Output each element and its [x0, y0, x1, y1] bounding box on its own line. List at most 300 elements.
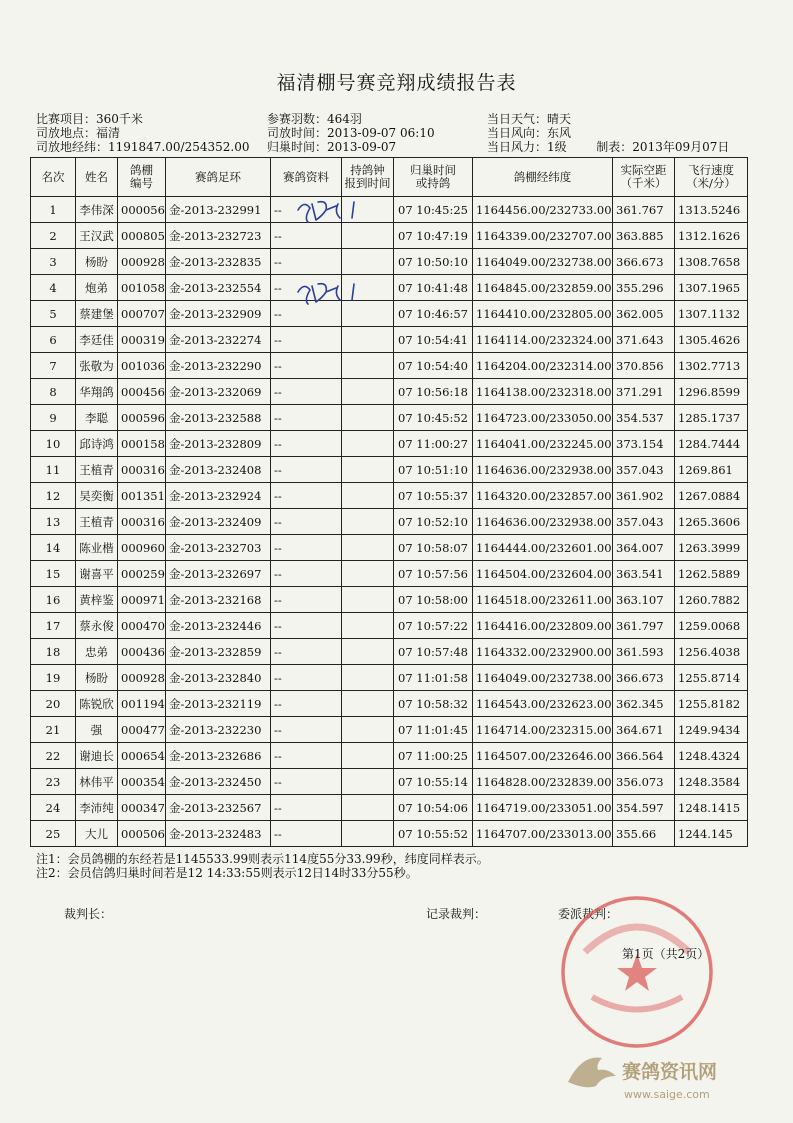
table-row [31, 769, 748, 795]
cell-arrival: 07 11:01:45 [394, 717, 473, 743]
cell-rank: 21 [31, 717, 76, 743]
col-arrival: 归巢时间 或持鸽 [394, 158, 473, 197]
cell-clock [342, 691, 394, 717]
cell-coords: 1164456.00/232733.00 [473, 197, 613, 223]
cell-speed: 1307.1132 [675, 301, 748, 327]
return-date: 归巢时间：2013-09-07 [267, 140, 397, 154]
cell-loft: 000477 [118, 717, 166, 743]
cell-name: 杨盼 [76, 249, 118, 275]
cell-arrival: 07 10:56:18 [394, 379, 473, 405]
col-coords: 鸽棚经纬度 [473, 158, 613, 197]
cell-ring: 金-2013-232809 [166, 431, 271, 457]
cell-name: 炮弟 [76, 275, 118, 301]
table-row [31, 821, 748, 847]
table-row [31, 431, 748, 457]
cell-speed: 1313.5246 [675, 197, 748, 223]
cell-dist: 364.671 [613, 717, 675, 743]
cell-info: -- [271, 587, 342, 613]
cell-info: -- [271, 301, 342, 327]
cell-name: 李沛纯 [76, 795, 118, 821]
cell-arrival: 07 11:01:58 [394, 665, 473, 691]
cell-speed: 1269.861 [675, 457, 748, 483]
cell-rank: 22 [31, 743, 76, 769]
table-row [31, 587, 748, 613]
cell-arrival: 07 10:54:06 [394, 795, 473, 821]
cell-speed: 1267.0884 [675, 483, 748, 509]
col-clock: 持鸽钟 报到时间 [342, 158, 394, 197]
official-seal [557, 892, 717, 1052]
cell-dist: 366.673 [613, 249, 675, 275]
cell-info: -- [271, 197, 342, 223]
cell-loft: 000506 [118, 821, 166, 847]
cell-dist: 357.043 [613, 457, 675, 483]
cell-ring: 金-2013-232446 [166, 613, 271, 639]
cell-info: -- [271, 561, 342, 587]
cell-ring: 金-2013-232991 [166, 197, 271, 223]
cell-name: 华翔鸽 [76, 379, 118, 405]
cell-ring: 金-2013-232290 [166, 353, 271, 379]
cell-dist: 373.154 [613, 431, 675, 457]
cell-arrival: 07 10:55:37 [394, 483, 473, 509]
cell-ring: 金-2013-232483 [166, 821, 271, 847]
table-row [31, 457, 748, 483]
cell-info: -- [271, 717, 342, 743]
cell-rank: 23 [31, 769, 76, 795]
watermark-logo [560, 1042, 750, 1107]
cell-loft: 000928 [118, 665, 166, 691]
cell-arrival: 07 10:41:48 [394, 275, 473, 301]
cell-clock [342, 639, 394, 665]
entry-count: 参赛羽数：464羽 [267, 112, 362, 126]
cell-speed: 1296.8599 [675, 379, 748, 405]
cell-loft: 000354 [118, 769, 166, 795]
cell-name: 吴奕衡 [76, 483, 118, 509]
cell-dist: 363.107 [613, 587, 675, 613]
appointed-referee-label: 委派裁判： [558, 907, 619, 921]
cell-clock [342, 457, 394, 483]
cell-rank: 14 [31, 535, 76, 561]
cell-dist: 354.597 [613, 795, 675, 821]
cell-coords: 1164828.00/232839.00 [473, 769, 613, 795]
cell-coords: 1164049.00/232738.00 [473, 249, 613, 275]
cell-clock [342, 743, 394, 769]
cell-coords: 1164444.00/232601.00 [473, 535, 613, 561]
cell-speed: 1260.7882 [675, 587, 748, 613]
cell-coords: 1164543.00/232623.00 [473, 691, 613, 717]
cell-ring: 金-2013-232924 [166, 483, 271, 509]
cell-clock [342, 535, 394, 561]
cell-coords: 1164410.00/232805.00 [473, 301, 613, 327]
handwritten-mark-1 [292, 196, 372, 226]
cell-coords: 1164714.00/232315.00 [473, 717, 613, 743]
header-row [31, 158, 748, 197]
cell-ring: 金-2013-232230 [166, 717, 271, 743]
table-row [31, 223, 748, 249]
cell-loft: 000319 [118, 327, 166, 353]
cell-speed: 1248.1415 [675, 795, 748, 821]
cell-info: -- [271, 249, 342, 275]
cell-dist: 361.902 [613, 483, 675, 509]
cell-ring: 金-2013-232168 [166, 587, 271, 613]
cell-speed: 1259.0068 [675, 613, 748, 639]
cell-dist: 370.856 [613, 353, 675, 379]
cell-speed: 1312.1626 [675, 223, 748, 249]
cell-name: 李聪 [76, 405, 118, 431]
cell-speed: 1256.4038 [675, 639, 748, 665]
cell-arrival: 07 10:57:22 [394, 613, 473, 639]
cell-info: -- [271, 379, 342, 405]
cell-rank: 25 [31, 821, 76, 847]
watermark-url: www.saige.com [624, 1088, 710, 1101]
cell-clock [342, 665, 394, 691]
cell-name: 大儿 [76, 821, 118, 847]
cell-rank: 15 [31, 561, 76, 587]
cell-name: 忠弟 [76, 639, 118, 665]
cell-arrival: 07 10:58:07 [394, 535, 473, 561]
cell-clock [342, 431, 394, 457]
cell-dist: 366.564 [613, 743, 675, 769]
cell-arrival: 07 10:47:19 [394, 223, 473, 249]
cell-coords: 1164719.00/233051.00 [473, 795, 613, 821]
table-row [31, 249, 748, 275]
table-row [31, 561, 748, 587]
cell-ring: 金-2013-232723 [166, 223, 271, 249]
cell-loft: 000158 [118, 431, 166, 457]
wind-force: 当日风力：1级 [487, 140, 567, 154]
cell-info: -- [271, 275, 342, 301]
cell-clock [342, 613, 394, 639]
cell-clock [342, 717, 394, 743]
cell-coords: 1164204.00/232314.00 [473, 353, 613, 379]
cell-rank: 1 [31, 197, 76, 223]
cell-loft: 000470 [118, 613, 166, 639]
table-row [31, 483, 748, 509]
cell-rank: 6 [31, 327, 76, 353]
table-row [31, 665, 748, 691]
cell-speed: 1262.5889 [675, 561, 748, 587]
cell-info: -- [271, 613, 342, 639]
col-speed: 飞行速度 （米/分） [675, 158, 748, 197]
watermark-text: 赛鸽资讯网 [622, 1061, 718, 1083]
cell-dist: 355.296 [613, 275, 675, 301]
col-name: 姓名 [76, 158, 118, 197]
cell-speed: 1265.3606 [675, 509, 748, 535]
cell-loft: 001194 [118, 691, 166, 717]
cell-rank: 24 [31, 795, 76, 821]
cell-arrival: 07 10:58:32 [394, 691, 473, 717]
cell-ring: 金-2013-232840 [166, 665, 271, 691]
table-row [31, 197, 748, 223]
col-ring: 赛鸽足环 [166, 158, 271, 197]
cell-coords: 1164320.00/232857.00 [473, 483, 613, 509]
meta-middle [267, 112, 435, 154]
cell-coords: 1164504.00/232604.00 [473, 561, 613, 587]
cell-ring: 金-2013-232069 [166, 379, 271, 405]
table-row [31, 795, 748, 821]
cell-clock [342, 509, 394, 535]
page-indicator: 第1页（共2页） [622, 947, 710, 961]
cell-name: 李伟深 [76, 197, 118, 223]
cell-speed: 1263.3999 [675, 535, 748, 561]
cell-info: -- [271, 535, 342, 561]
table-row [31, 717, 748, 743]
cell-clock [342, 379, 394, 405]
cell-clock [342, 561, 394, 587]
cell-name: 强 [76, 717, 118, 743]
results-table [30, 157, 748, 847]
cell-info: -- [271, 665, 342, 691]
cell-arrival: 07 11:00:25 [394, 743, 473, 769]
cell-loft: 000316 [118, 509, 166, 535]
cell-clock [342, 223, 394, 249]
cell-name: 王植青 [76, 509, 118, 535]
notes [36, 852, 489, 880]
cell-name: 谢迪长 [76, 743, 118, 769]
cell-ring: 金-2013-232588 [166, 405, 271, 431]
cell-arrival: 07 10:57:56 [394, 561, 473, 587]
cell-ring: 金-2013-232408 [166, 457, 271, 483]
cell-loft: 000928 [118, 249, 166, 275]
table-row [31, 301, 748, 327]
table-row [31, 535, 748, 561]
cell-name: 谢喜平 [76, 561, 118, 587]
cell-rank: 3 [31, 249, 76, 275]
cell-loft: 000347 [118, 795, 166, 821]
cell-arrival: 07 10:50:10 [394, 249, 473, 275]
cell-dist: 361.593 [613, 639, 675, 665]
cell-clock [342, 483, 394, 509]
cell-info: -- [271, 769, 342, 795]
cell-clock [342, 405, 394, 431]
cell-rank: 13 [31, 509, 76, 535]
cell-coords: 1164707.00/233013.00 [473, 821, 613, 847]
cell-info: -- [271, 821, 342, 847]
cell-clock [342, 769, 394, 795]
cell-info: -- [271, 431, 342, 457]
table-row [31, 691, 748, 717]
cell-loft: 001036 [118, 353, 166, 379]
col-info: 赛鸽资料 [271, 158, 342, 197]
cell-arrival: 07 11:00:27 [394, 431, 473, 457]
table-row [31, 613, 748, 639]
cell-loft: 000971 [118, 587, 166, 613]
col-distance: 实际空距 （千米） [613, 158, 675, 197]
cell-rank: 11 [31, 457, 76, 483]
cell-name: 李廷佳 [76, 327, 118, 353]
cell-clock [342, 249, 394, 275]
cell-arrival: 07 10:46:57 [394, 301, 473, 327]
cell-dist: 355.66 [613, 821, 675, 847]
cell-arrival: 07 10:51:10 [394, 457, 473, 483]
wind-force-row [487, 140, 729, 154]
cell-loft: 000316 [118, 457, 166, 483]
cell-arrival: 07 10:58:00 [394, 587, 473, 613]
race-item: 比赛项目：360千米 [36, 112, 143, 126]
cell-clock [342, 587, 394, 613]
cell-ring: 金-2013-232835 [166, 249, 271, 275]
cell-ring: 金-2013-232703 [166, 535, 271, 561]
cell-speed: 1255.8182 [675, 691, 748, 717]
cell-ring: 金-2013-232409 [166, 509, 271, 535]
cell-speed: 1285.1737 [675, 405, 748, 431]
cell-coords: 1164339.00/232707.00 [473, 223, 613, 249]
table-row [31, 509, 748, 535]
cell-dist: 361.797 [613, 613, 675, 639]
cell-info: -- [271, 639, 342, 665]
referee-chief-label: 裁判长： [64, 907, 113, 921]
cell-dist: 357.043 [613, 509, 675, 535]
cell-loft: 000654 [118, 743, 166, 769]
cell-dist: 354.537 [613, 405, 675, 431]
cell-arrival: 07 10:54:41 [394, 327, 473, 353]
cell-dist: 356.073 [613, 769, 675, 795]
cell-speed: 1248.3584 [675, 769, 748, 795]
cell-clock [342, 795, 394, 821]
col-loft: 鸽棚 编号 [118, 158, 166, 197]
table-row [31, 405, 748, 431]
cell-coords: 1164049.00/232738.00 [473, 665, 613, 691]
cell-dist: 361.767 [613, 197, 675, 223]
cell-arrival: 07 10:55:52 [394, 821, 473, 847]
cell-info: -- [271, 327, 342, 353]
cell-ring: 金-2013-232119 [166, 691, 271, 717]
release-location: 司放地点：福清 [36, 126, 121, 140]
cell-name: 黄梓鉴 [76, 587, 118, 613]
cell-rank: 17 [31, 613, 76, 639]
cell-ring: 金-2013-232567 [166, 795, 271, 821]
cell-name: 王植青 [76, 457, 118, 483]
cell-loft: 001351 [118, 483, 166, 509]
cell-dist: 371.291 [613, 379, 675, 405]
cell-loft: 000707 [118, 301, 166, 327]
cell-coords: 1164416.00/232809.00 [473, 613, 613, 639]
cell-ring: 金-2013-232274 [166, 327, 271, 353]
cell-info: -- [271, 405, 342, 431]
table-row [31, 743, 748, 769]
cell-ring: 金-2013-232909 [166, 301, 271, 327]
table-row [31, 379, 748, 405]
cell-ring: 金-2013-232697 [166, 561, 271, 587]
cell-rank: 12 [31, 483, 76, 509]
cell-coords: 1164636.00/232938.00 [473, 457, 613, 483]
cell-info: -- [271, 509, 342, 535]
cell-coords: 1164636.00/232938.00 [473, 509, 613, 535]
cell-info: -- [271, 457, 342, 483]
cell-info: -- [271, 223, 342, 249]
cell-name: 张敬为 [76, 353, 118, 379]
table-row [31, 275, 748, 301]
wind-direction: 当日风向：东风 [487, 126, 572, 140]
cell-loft: 000436 [118, 639, 166, 665]
cell-speed: 1284.7444 [675, 431, 748, 457]
cell-rank: 10 [31, 431, 76, 457]
weather: 当日天气：晴天 [487, 112, 572, 126]
cell-coords: 1164332.00/232900.00 [473, 639, 613, 665]
cell-coords: 1164138.00/232318.00 [473, 379, 613, 405]
cell-dist: 363.541 [613, 561, 675, 587]
cell-arrival: 07 10:45:52 [394, 405, 473, 431]
cell-ring: 金-2013-232450 [166, 769, 271, 795]
cell-name: 蔡永俊 [76, 613, 118, 639]
cell-speed: 1308.7658 [675, 249, 748, 275]
cell-rank: 8 [31, 379, 76, 405]
cell-info: -- [271, 795, 342, 821]
cell-info: -- [271, 483, 342, 509]
table-row [31, 639, 748, 665]
cell-name: 蔡建堡 [76, 301, 118, 327]
cell-ring: 金-2013-232859 [166, 639, 271, 665]
cell-coords: 1164845.00/232859.00 [473, 275, 613, 301]
cell-loft: 000805 [118, 223, 166, 249]
note-2: 注2：会员信鸽归巢时间若是12 14:33:55则表示12日14时33分55秒。 [36, 866, 418, 880]
cell-ring: 金-2013-232686 [166, 743, 271, 769]
cell-loft: 000960 [118, 535, 166, 561]
cell-dist: 363.885 [613, 223, 675, 249]
cell-rank: 4 [31, 275, 76, 301]
release-coordinates: 司放地经纬：1191847.00/254352.00 [36, 140, 250, 154]
print-date: 制表：2013年09月07日 [596, 140, 730, 154]
cell-speed: 1307.1965 [675, 275, 748, 301]
cell-info: -- [271, 691, 342, 717]
cell-arrival: 07 10:45:25 [394, 197, 473, 223]
cell-dist: 366.673 [613, 665, 675, 691]
note-1: 注1：会员鸽棚的东经若是1145533.99则表示114度55分33.99秒，纬度同样表示。 [36, 852, 489, 866]
cell-coords: 1164723.00/233050.00 [473, 405, 613, 431]
cell-dist: 362.005 [613, 301, 675, 327]
cell-clock [342, 821, 394, 847]
meta-right [487, 112, 729, 154]
cell-clock [342, 327, 394, 353]
cell-name: 陈业楷 [76, 535, 118, 561]
handwritten-mark-2 [292, 278, 372, 308]
record-referee-label: 记录裁判： [426, 907, 487, 921]
cell-speed: 1249.9434 [675, 717, 748, 743]
cell-rank: 7 [31, 353, 76, 379]
table-row [31, 327, 748, 353]
cell-loft: 000056 [118, 197, 166, 223]
cell-speed: 1255.8714 [675, 665, 748, 691]
cell-info: -- [271, 353, 342, 379]
cell-rank: 9 [31, 405, 76, 431]
cell-name: 林伟平 [76, 769, 118, 795]
cell-speed: 1302.7713 [675, 353, 748, 379]
cell-rank: 18 [31, 639, 76, 665]
col-rank: 名次 [31, 158, 76, 197]
cell-speed: 1248.4324 [675, 743, 748, 769]
cell-name: 邱诗鸿 [76, 431, 118, 457]
cell-loft: 000259 [118, 561, 166, 587]
meta-left [36, 112, 249, 154]
cell-rank: 20 [31, 691, 76, 717]
cell-rank: 5 [31, 301, 76, 327]
cell-arrival: 07 10:54:40 [394, 353, 473, 379]
cell-name: 陈锐欣 [76, 691, 118, 717]
cell-loft: 000596 [118, 405, 166, 431]
cell-coords: 1164507.00/232646.00 [473, 743, 613, 769]
cell-clock [342, 353, 394, 379]
cell-loft: 000456 [118, 379, 166, 405]
cell-arrival: 07 10:57:48 [394, 639, 473, 665]
cell-arrival: 07 10:55:14 [394, 769, 473, 795]
cell-dist: 364.007 [613, 535, 675, 561]
cell-loft: 001058 [118, 275, 166, 301]
cell-ring: 金-2013-232554 [166, 275, 271, 301]
cell-dist: 362.345 [613, 691, 675, 717]
cell-dist: 371.643 [613, 327, 675, 353]
report-title: 福清棚号赛竞翔成绩报告表 [276, 72, 517, 94]
cell-rank: 2 [31, 223, 76, 249]
cell-info: -- [271, 743, 342, 769]
